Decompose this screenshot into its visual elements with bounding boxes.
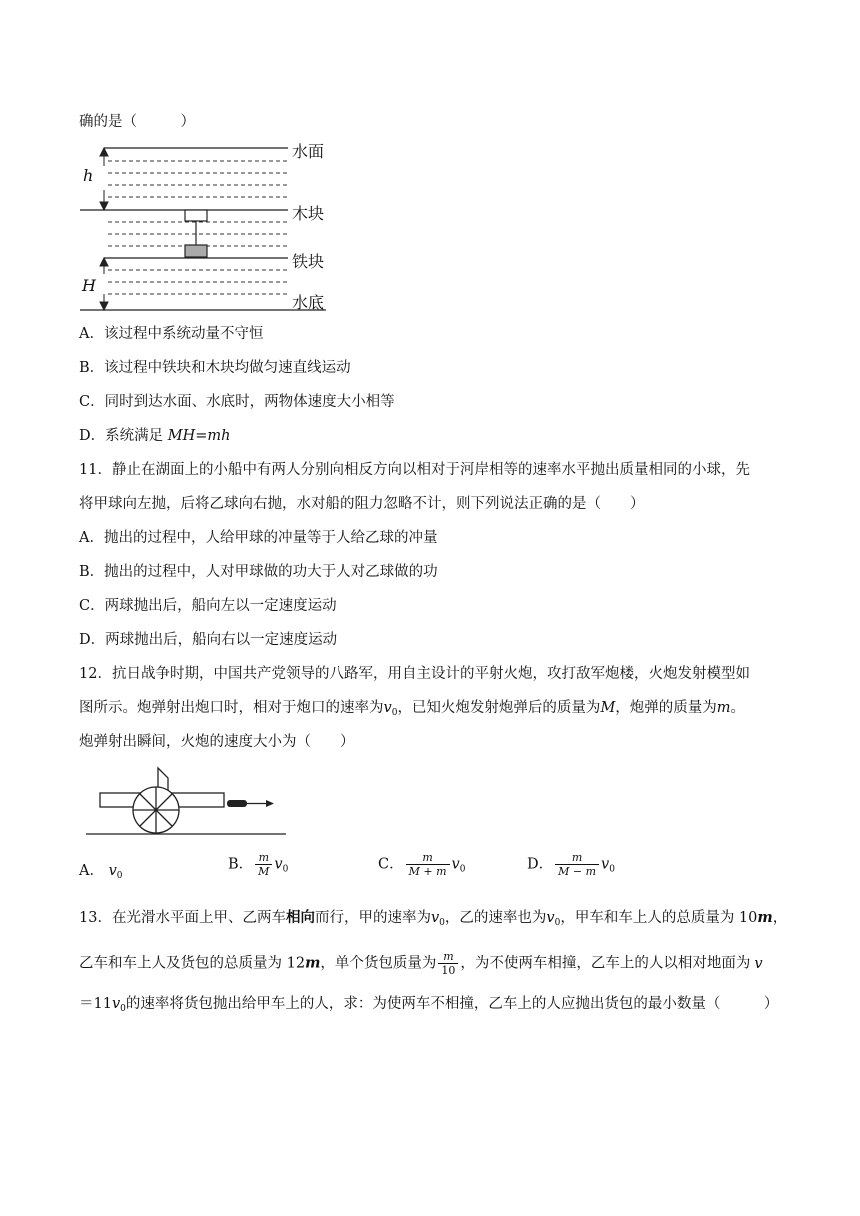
q13-stem-line2: 乙车和车上人及货包的总质量为 12m，单个货包质量为 $\frac{m}{10}$ ，为不使两车相撞，乙车上的人以相对地面为 v (79, 950, 763, 977)
q11-stem-line2: 将甲球向左抛，后将乙球向右抛，水对船的阻力忽略不计，则下列说法正确的是（ ） (79, 496, 645, 512)
q12-option-d[interactable]: D． $\frac{m}{M - m}$ $v_0$ (527, 851, 615, 878)
label-water-bottom: 水底 (292, 293, 325, 312)
label-H: H (82, 276, 96, 295)
label-iron-block: 铁块 (292, 252, 325, 271)
q10-option-a[interactable]: A．该过程中系统动量不守恒 (79, 326, 264, 342)
q12-option-a[interactable]: A． $v_0$ (79, 863, 123, 881)
q13-stem-line3: $=11v_0$的速率将货包抛出给甲车上的人，求：为使两车不相撞，乙车上的人应抛出货包的最小数量（ ） (79, 996, 779, 1014)
q11-stem-line1: 11．静止在湖面上的小船中有两人分别向相反方向以相对于河岸相等的速率水平抛出质量相同的小球，先 (79, 462, 750, 478)
q12-stem-line1: 12．抗日战争时期，中国共产党领导的八路军，用自主设计的平射火炮，攻打敌军炮楼，火炮发射模型如 (79, 666, 750, 682)
q10-option-b[interactable]: B．该过程中铁块和木块均做匀速直线运动 (79, 360, 351, 376)
q12-cannon-figure (86, 764, 296, 840)
label-water-surface: 水面 (292, 142, 325, 161)
label-h: h (83, 166, 94, 185)
q10-stem-tail: 确的是（ ） (79, 114, 195, 130)
q12-option-c[interactable]: C． $\frac{m}{M + m}$ $v_0$ (378, 851, 466, 878)
label-wood-block: 木块 (292, 204, 325, 223)
q10-option-d[interactable]: D．系统满足 MH=mh (79, 428, 231, 444)
q12-stem-line3: 炮弹射出瞬间，火炮的速度大小为（ ） (79, 734, 355, 750)
q10-option-c[interactable]: C．同时到达水面、水底时，两物体速度大小相等 (79, 394, 395, 410)
q13-stem-line1: 13．在光滑水平面上甲、乙两车相向而行，甲的速率为$v_0$，乙的速率也为$v_0$，甲车和车上人的总质量为 10m， (79, 909, 788, 928)
q12-stem-line2: 图所示。炮弹射出炮口时，相对于炮口的速率为$v_0$，已知火炮发射炮弹后的质量为M，炮弹的质量为m。 (79, 700, 746, 718)
q11-option-c[interactable]: C．两球抛出后，船向左以一定速度运动 (79, 598, 337, 614)
q12-option-b[interactable]: B． $\frac{m}{M}$ $v_0$ (228, 851, 289, 878)
q11-option-a[interactable]: A．抛出的过程中，人给甲球的冲量等于人给乙球的冲量 (79, 530, 438, 546)
q11-option-d[interactable]: D．两球抛出后，船向右以一定速度运动 (79, 632, 338, 648)
q11-option-b[interactable]: B．抛出的过程中，人对甲球做的功大于人对乙球做的功 (79, 564, 438, 580)
